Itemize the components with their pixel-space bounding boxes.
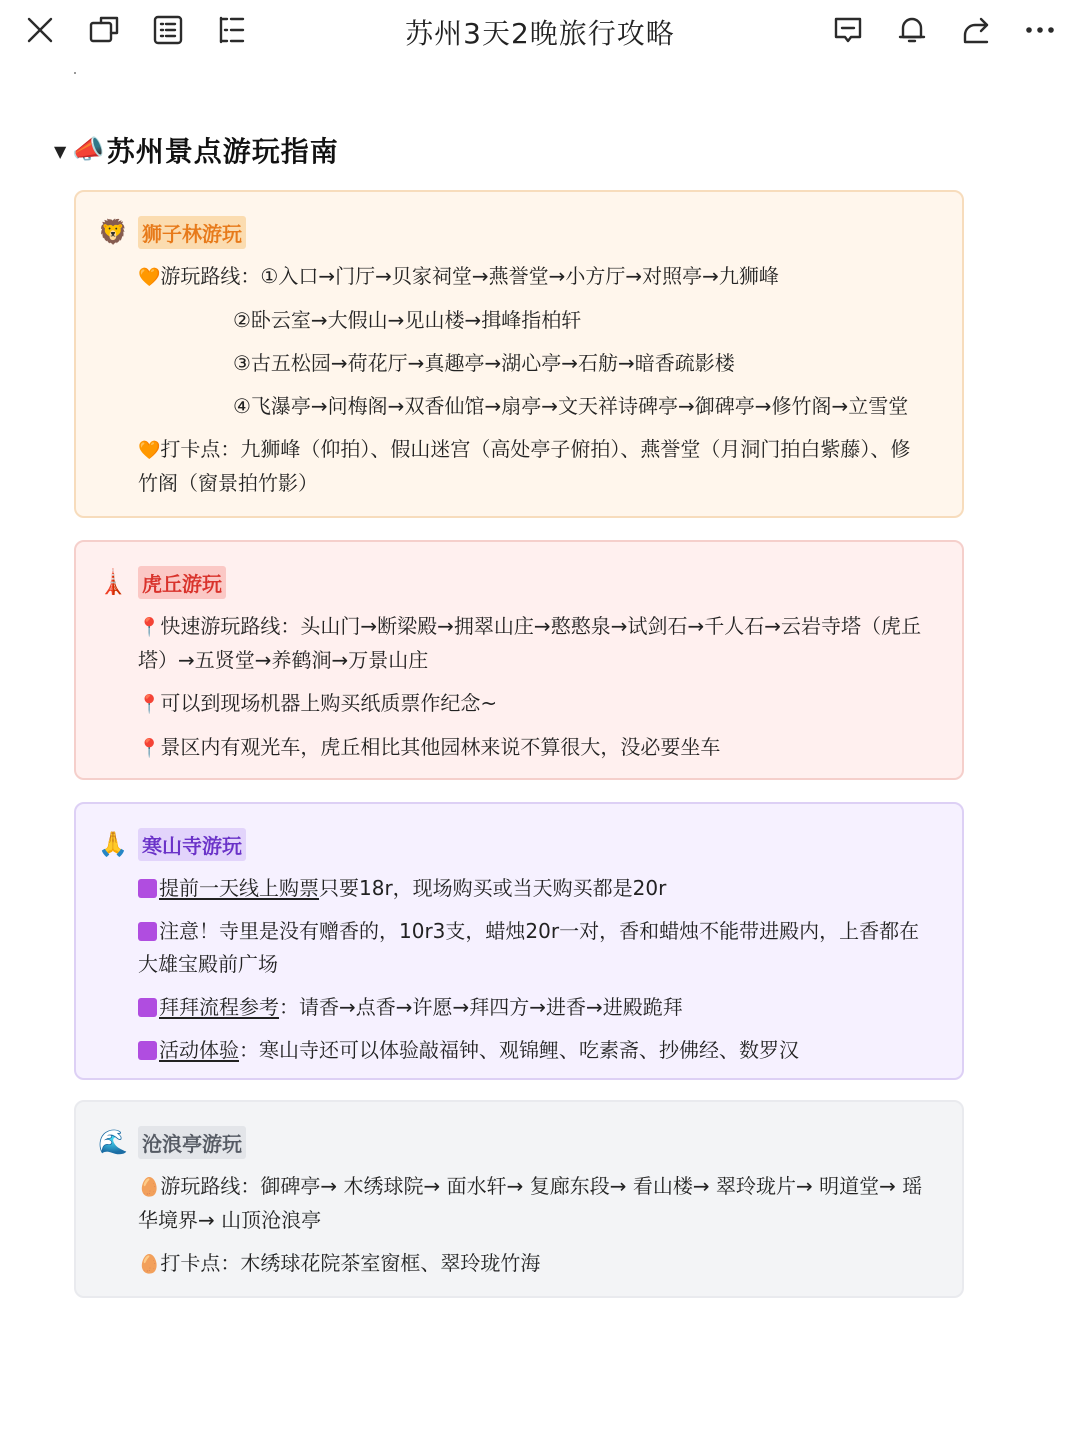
pray-icon: 🙏 <box>98 830 128 858</box>
egg-icon: 🥚 <box>138 1177 161 1198</box>
bell-icon[interactable] <box>892 10 932 50</box>
more-icon[interactable] <box>1020 10 1060 50</box>
route-line: ③古五松园→荷花厅→真趣亭→湖心亭→石舫→暗香疏影楼 <box>233 351 735 375</box>
list-item: 提前一天线上购票只要18r，现场购买或当天购买都是20r <box>98 872 938 905</box>
list-item: 🥚打卡点：木绣球花院茶室窗框、翠玲珑竹海 <box>138 1251 541 1275</box>
outline-icon[interactable] <box>148 10 188 50</box>
section-title: 苏州景点游玩指南 <box>106 135 339 168</box>
route-line: ②卧云室→大假山→见山楼→揖峰指柏轩 <box>233 308 582 332</box>
list-item: 📍景区内有观光车，虎丘相比其他园林来说不算很大，没必要坐车 <box>138 735 721 759</box>
card-tag: 寒山寺游玩 <box>138 828 246 861</box>
route-line: 🧡游玩路线：①入口→门厅→贝家祠堂→燕誉堂→小方厅→对照亭→九狮峰 <box>138 264 779 288</box>
callout-canglangting <box>74 1100 964 1298</box>
purple-square-icon <box>138 922 157 941</box>
tower-icon: 🗼 <box>98 568 128 596</box>
list-item: 注意！寺里是没有赠香的，10r3支，蜡烛20r一对，香和蜡烛不能带进殿内，上香都在大雄宝殿前广场 <box>138 919 920 976</box>
document-title: 苏州3天2晚旅行攻略 <box>405 17 675 50</box>
underlined-text[interactable]: 拜拜流程参考 <box>159 995 279 1019</box>
toc-icon[interactable] <box>212 10 252 50</box>
divider <box>74 72 76 74</box>
pin-icon: 📍 <box>138 738 161 759</box>
card-tag: 沧浪亭游玩 <box>138 1126 246 1159</box>
underlined-text[interactable]: 提前一天线上购票 <box>159 876 319 900</box>
checkin-line: 🧡打卡点：九狮峰（仰拍）、假山迷宫（高处亭子俯拍）、燕誉堂（月洞门拍白紫藤）、修竹阁（窗景拍竹影） <box>138 437 911 495</box>
route-line: ④飞瀑亭→问梅阁→双香仙馆→扇亭→文天祥诗碑亭→御碑亭→修竹阁→立雪堂 <box>233 394 909 418</box>
list-item: 活动体验：寒山寺还可以体验敲福钟、观锦鲤、吃素斋、抄佛经、数罗汉 <box>98 1034 938 1067</box>
window-icon[interactable] <box>84 10 124 50</box>
callout-huqiu <box>74 540 964 780</box>
share-icon[interactable] <box>956 10 996 50</box>
egg-icon: 🥚 <box>138 1254 161 1275</box>
card-tag: 狮子林游玩 <box>138 216 246 249</box>
close-icon[interactable] <box>20 10 60 50</box>
collapse-caret-icon[interactable]: ▼ <box>54 141 67 161</box>
purple-square-icon <box>138 998 157 1017</box>
callout-shizilin <box>74 190 964 518</box>
pin-icon: 📍 <box>138 694 161 715</box>
heart-icon: 🧡 <box>138 267 161 288</box>
list-item: 拜拜流程参考：请香→点香→许愿→拜四方→进香→进殿跪拜 <box>98 991 938 1024</box>
list-item: 📍可以到现场机器上购买纸质票作纪念~ <box>138 691 498 715</box>
top-bar <box>0 0 1080 62</box>
purple-square-icon <box>138 879 157 898</box>
wave-icon: 🌊 <box>98 1128 128 1156</box>
purple-square-icon <box>138 1041 157 1060</box>
underlined-text[interactable]: 活动体验 <box>159 1038 239 1062</box>
pin-icon: 📍 <box>138 617 161 638</box>
section-heading[interactable] <box>54 130 339 170</box>
comment-icon[interactable] <box>828 10 868 50</box>
card-tag: 虎丘游玩 <box>138 566 226 599</box>
list-item: 📍快速游玩路线：头山门→断梁殿→拥翠山庄→憨憨泉→试剑石→千人石→云岩寺塔（虎丘塔）→五贤堂→养鹤涧→万景山庄 <box>138 614 921 672</box>
list-item: 🥚游玩路线：御碑亭→ 木绣球院→ 面水轩→ 复廊东段→ 看山楼→ 翠玲珑片→ 明道堂→ 瑶华境界→ 山顶沧浪亭 <box>138 1174 923 1232</box>
lion-icon: 🦁 <box>98 218 128 246</box>
megaphone-icon: 📣 <box>72 135 105 165</box>
heart-icon: 🧡 <box>138 440 161 461</box>
callout-hanshansi <box>74 802 964 1080</box>
